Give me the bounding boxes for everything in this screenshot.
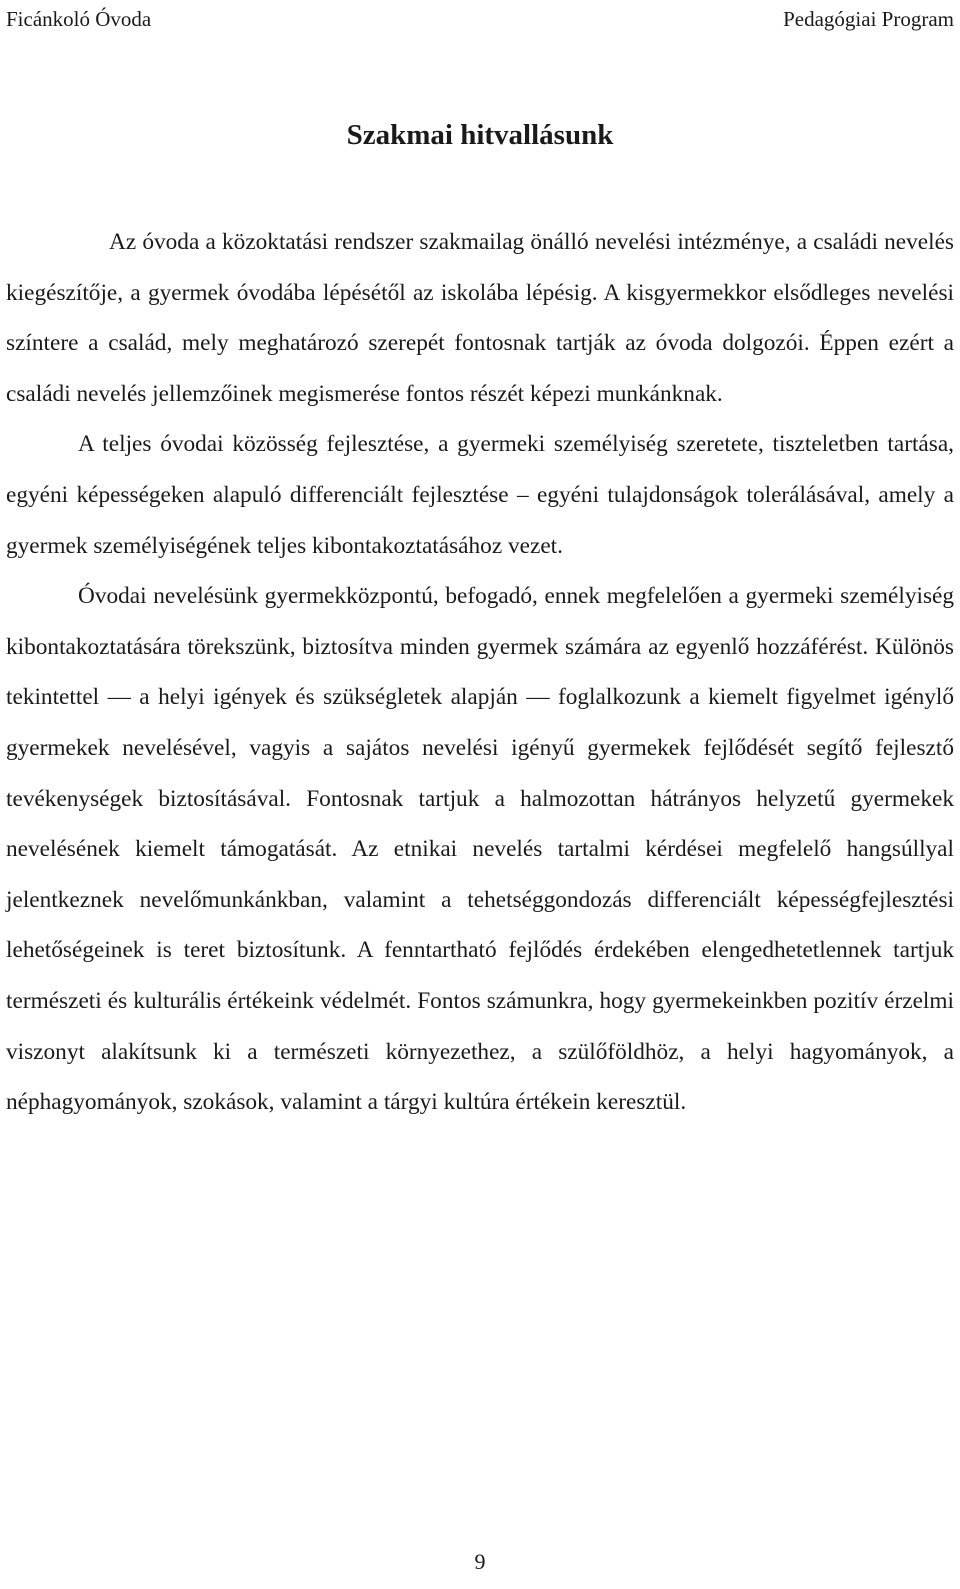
section-title: Szakmai hitvallásunk xyxy=(346,119,614,151)
page-number: 9 xyxy=(474,1549,486,1574)
header-institution-name: Ficánkoló Óvoda xyxy=(6,7,152,31)
paragraph-inclusive-education: Óvodai nevelésünk gyermekközpontú, befogadó, ennek megfelelően a gyermeki személyiség kibontakoztatására törekszünk, biztosítva minden gyermek számára az egyenlő hozzáférést. Különös tekintettel — a helyi igények és szükségletek alapján — foglalkozunk a kiemelt figyelmet igénylő gyermekek nevelésével, vagyis a sajátos nevelési igényű gyermekek fejlődését segítő fejlesztő tevékenységek biztosításával. Fontosnak tartjuk a halmozottan hátrányos helyzetű gyermekek nevelésének kiemelt támogatását. Az etnikai nevelés tartalmi kérdései megfelelő hangsúllyal jelentkeznek nevelőmunkánkban, valamint a tehetséggondozás differenciált képességfejlesztési lehetőségeinek is teret biztosítunk. A fenntartható fejlődés érdekében elengedhetetlennek tartjuk természeti és kulturális értékeink védelmét. Fontos számunkra, hogy gyermekeinkben pozitív érzelmi viszonyt alakítsunk ki a természeti környezethez, a szülőföldhöz, a helyi hagyományok, a néphagyományok, szokások, valamint a tárgyi kultúra értékein keresztül. xyxy=(6,583,954,1116)
paragraph-intro: Az óvoda a közoktatási rendszer szakmailag önálló nevelési intézménye, a családi nevelés kiegészítője, a gyermek óvodába lépésétől az iskolába lépésig. A kisgyermekkor elsődleges nevelési színtere a család, mely meghatározó szerepét fontosnak tartják az óvoda dolgozói. Éppen ezért a családi nevelés jellemzőinek megismerése fontos részét képezi munkánknak. xyxy=(6,229,954,407)
document-body xyxy=(6,217,954,1128)
running-header xyxy=(0,6,960,36)
paragraph-community: A teljes óvodai közösség fejlesztése, a gyermeki személyiség szeretete, tiszteletben tartása, egyéni képességeken alapuló differenciált fejlesztése – egyéni tulajdonságok tolerálásával, amely a gyermek személyiségének teljes kibontakoztatásához vezet. xyxy=(6,431,954,559)
header-document-name: Pedagógiai Program xyxy=(783,7,954,31)
